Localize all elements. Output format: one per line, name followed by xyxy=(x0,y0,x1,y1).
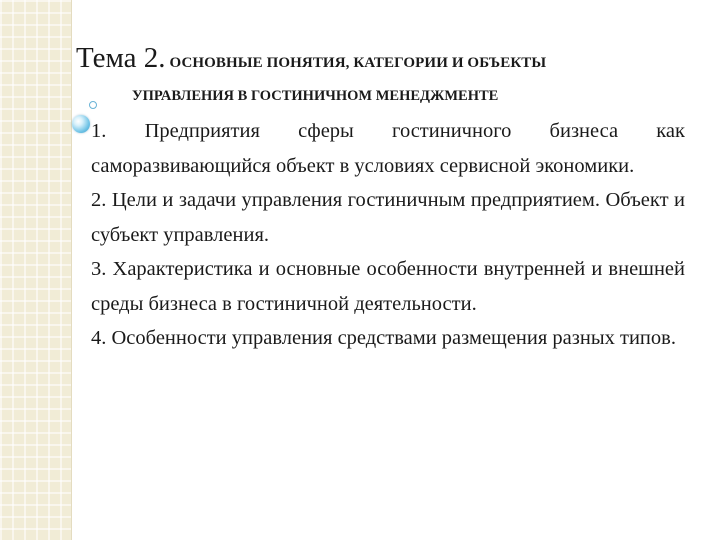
title-prefix: Тема 2. xyxy=(76,42,166,74)
title-first-line xyxy=(76,40,696,81)
decorative-ring-icon xyxy=(89,101,97,109)
topic-item-1: 1. Предприятия сферы гостиничного бизнеса как саморазвивающийся объект в условиях сервисной экономики. xyxy=(91,120,685,177)
topic-item-2: 2. Цели и задачи управления гостиничным предприятием. Объект и субъект управления. xyxy=(91,189,685,246)
topic-item-3: 3. Характеристика и основные особенности внутренней и внешней среды бизнеса в гостиничной деятельности. xyxy=(91,258,685,315)
decorative-side-strip xyxy=(0,0,72,540)
topic-list xyxy=(91,114,685,356)
topic-item-4: 4. Особенности управления средствами размещения разных типов. xyxy=(91,327,676,349)
title-heading-part2: УПРАВЛЕНИЯ В ГОСТИНИЧНОМ МЕНЕДЖМЕНТЕ xyxy=(132,88,499,104)
decorative-bubble-icon xyxy=(72,115,90,133)
slide-title xyxy=(76,40,696,107)
title-heading-part1: ОСНОВНЫЕ ПОНЯТИЯ, КАТЕГОРИИ И ОБЪЕКТЫ xyxy=(169,55,547,71)
